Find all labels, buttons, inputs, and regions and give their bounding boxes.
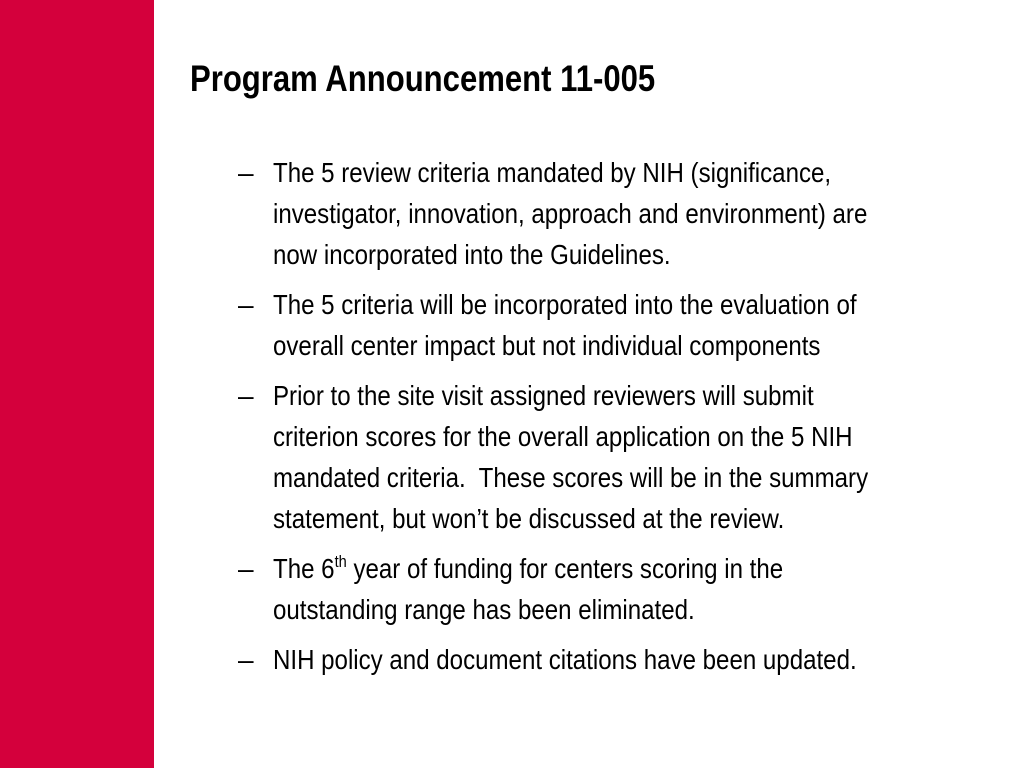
- bullet-text: [273, 284, 987, 366]
- bullet-dash: –: [238, 289, 254, 320]
- bullet-line: outstanding range has been eliminated.: [273, 594, 695, 625]
- bullet-line: statement, but won’t be discussed at the review.: [273, 503, 785, 534]
- bullet-line: investigator, innovation, approach and environment) are: [273, 198, 868, 229]
- bullet-line: mandated criteria. These scores will be in the summary: [273, 462, 869, 493]
- bullet-item-sixth-year-funding: [238, 548, 998, 630]
- bullet-dash: –: [238, 380, 254, 411]
- bullet-dash: –: [238, 157, 254, 188]
- bullet-dash: –: [238, 644, 254, 675]
- bullet-line: now incorporated into the Guidelines.: [273, 239, 671, 270]
- bullet-list: [238, 152, 998, 689]
- bullet-line: Prior to the site visit assigned reviewers will submit: [273, 380, 814, 411]
- bullet-item-review-criteria: [238, 152, 998, 275]
- bullet-line: The 5 review criteria mandated by NIH (significance,: [273, 157, 832, 188]
- slide-title: Program Announcement 11-005: [190, 58, 656, 99]
- bullet-text: [273, 548, 987, 630]
- bullet-item-policy-citations: [238, 639, 998, 680]
- bullet-line: overall center impact but not individual components: [273, 330, 821, 361]
- bullet-line-prefix: The 6: [273, 553, 335, 584]
- bullet-item-criterion-scores: [238, 375, 998, 539]
- ordinal-superscript: th: [334, 552, 347, 571]
- bullet-text: [273, 375, 987, 539]
- bullet-text: [273, 152, 987, 275]
- bullet-dash: –: [238, 553, 254, 584]
- bullet-line-suffix: year of funding for centers scoring in the: [346, 553, 784, 584]
- bullet-line: The 5 criteria will be incorporated into the evaluation of: [273, 289, 857, 320]
- bullet-item-center-impact: [238, 284, 998, 366]
- bullet-line: NIH policy and document citations have been updated.: [273, 644, 857, 675]
- bullet-line: criterion scores for the overall application on the 5 NIH: [273, 421, 853, 452]
- bullet-text: [273, 639, 987, 680]
- accent-sidebar-bar: [0, 0, 154, 768]
